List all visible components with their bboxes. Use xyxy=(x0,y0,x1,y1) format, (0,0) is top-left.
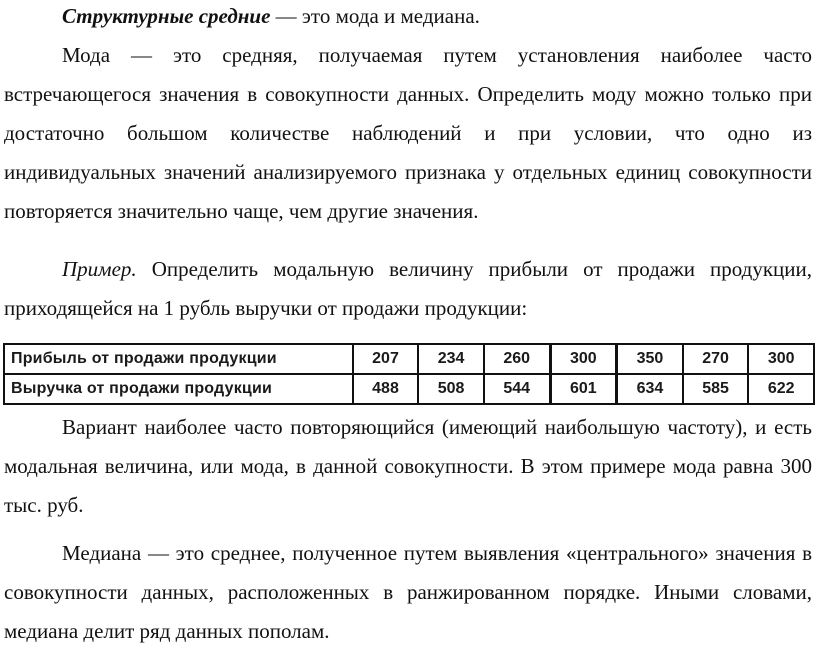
data-table-container xyxy=(3,343,815,405)
paragraph-mode-definition xyxy=(4,36,812,231)
table-cell: 508 xyxy=(418,374,484,404)
example-label: Пример. xyxy=(62,257,137,281)
table-cell: 207 xyxy=(353,344,419,374)
table-cell: 234 xyxy=(418,344,484,374)
paragraph-example xyxy=(4,250,812,328)
paragraph-structural-means xyxy=(4,0,812,36)
table-cell: 622 xyxy=(748,374,814,404)
table-cell: 544 xyxy=(484,374,550,404)
table-cell: 585 xyxy=(683,374,749,404)
paragraph-text: Определить модальную величину прибыли от продажи продукции, приходящейся на 1 рубль выручки от продажи продукции: xyxy=(4,257,812,320)
table-row xyxy=(4,374,814,404)
table-cell: 634 xyxy=(617,374,683,404)
table-cell: 270 xyxy=(683,344,749,374)
paragraph-mode-result xyxy=(4,408,812,525)
table-row xyxy=(4,344,814,374)
table-cell: 300 xyxy=(550,344,617,374)
paragraph-text: Вариант наиболее часто повторяющийся (имеющий наибольшую частоту), и есть модальная величина, или мода, в данной совокупности. В этом примере мода равна 300 тыс. руб. xyxy=(4,415,812,517)
row-header-profit: Прибыль от продажи продукции xyxy=(4,344,353,374)
term-structural-means: Структурные средние xyxy=(62,4,271,28)
table-cell: 300 xyxy=(748,344,814,374)
profit-revenue-table xyxy=(3,343,815,405)
paragraph-median-definition xyxy=(4,534,812,651)
table-cell: 488 xyxy=(353,374,419,404)
row-header-revenue: Выручка от продажи продукции xyxy=(4,374,353,404)
paragraph-text: — это мода и медиана. xyxy=(270,4,480,28)
table-cell: 601 xyxy=(550,374,617,404)
paragraph-text: Мода — это средняя, получаемая путем установления наиболее часто встречающегося значения в совокупности данных. Определить моду можно только при достаточно большом количестве наблюдений и при условии, что одно из индивидуальных значений анализируемого признака у отдельных единиц совокупности повторяется значительно чаще, чем другие значения. xyxy=(4,43,812,223)
paragraph-text: Медиана — это среднее, полученное путем выявления «центрального» значения в совокупности данных, расположенных в ранжированном порядке. Иными словами, медиана делит ряд данных пополам. xyxy=(4,541,812,643)
table-cell: 350 xyxy=(617,344,683,374)
table-cell: 260 xyxy=(484,344,550,374)
